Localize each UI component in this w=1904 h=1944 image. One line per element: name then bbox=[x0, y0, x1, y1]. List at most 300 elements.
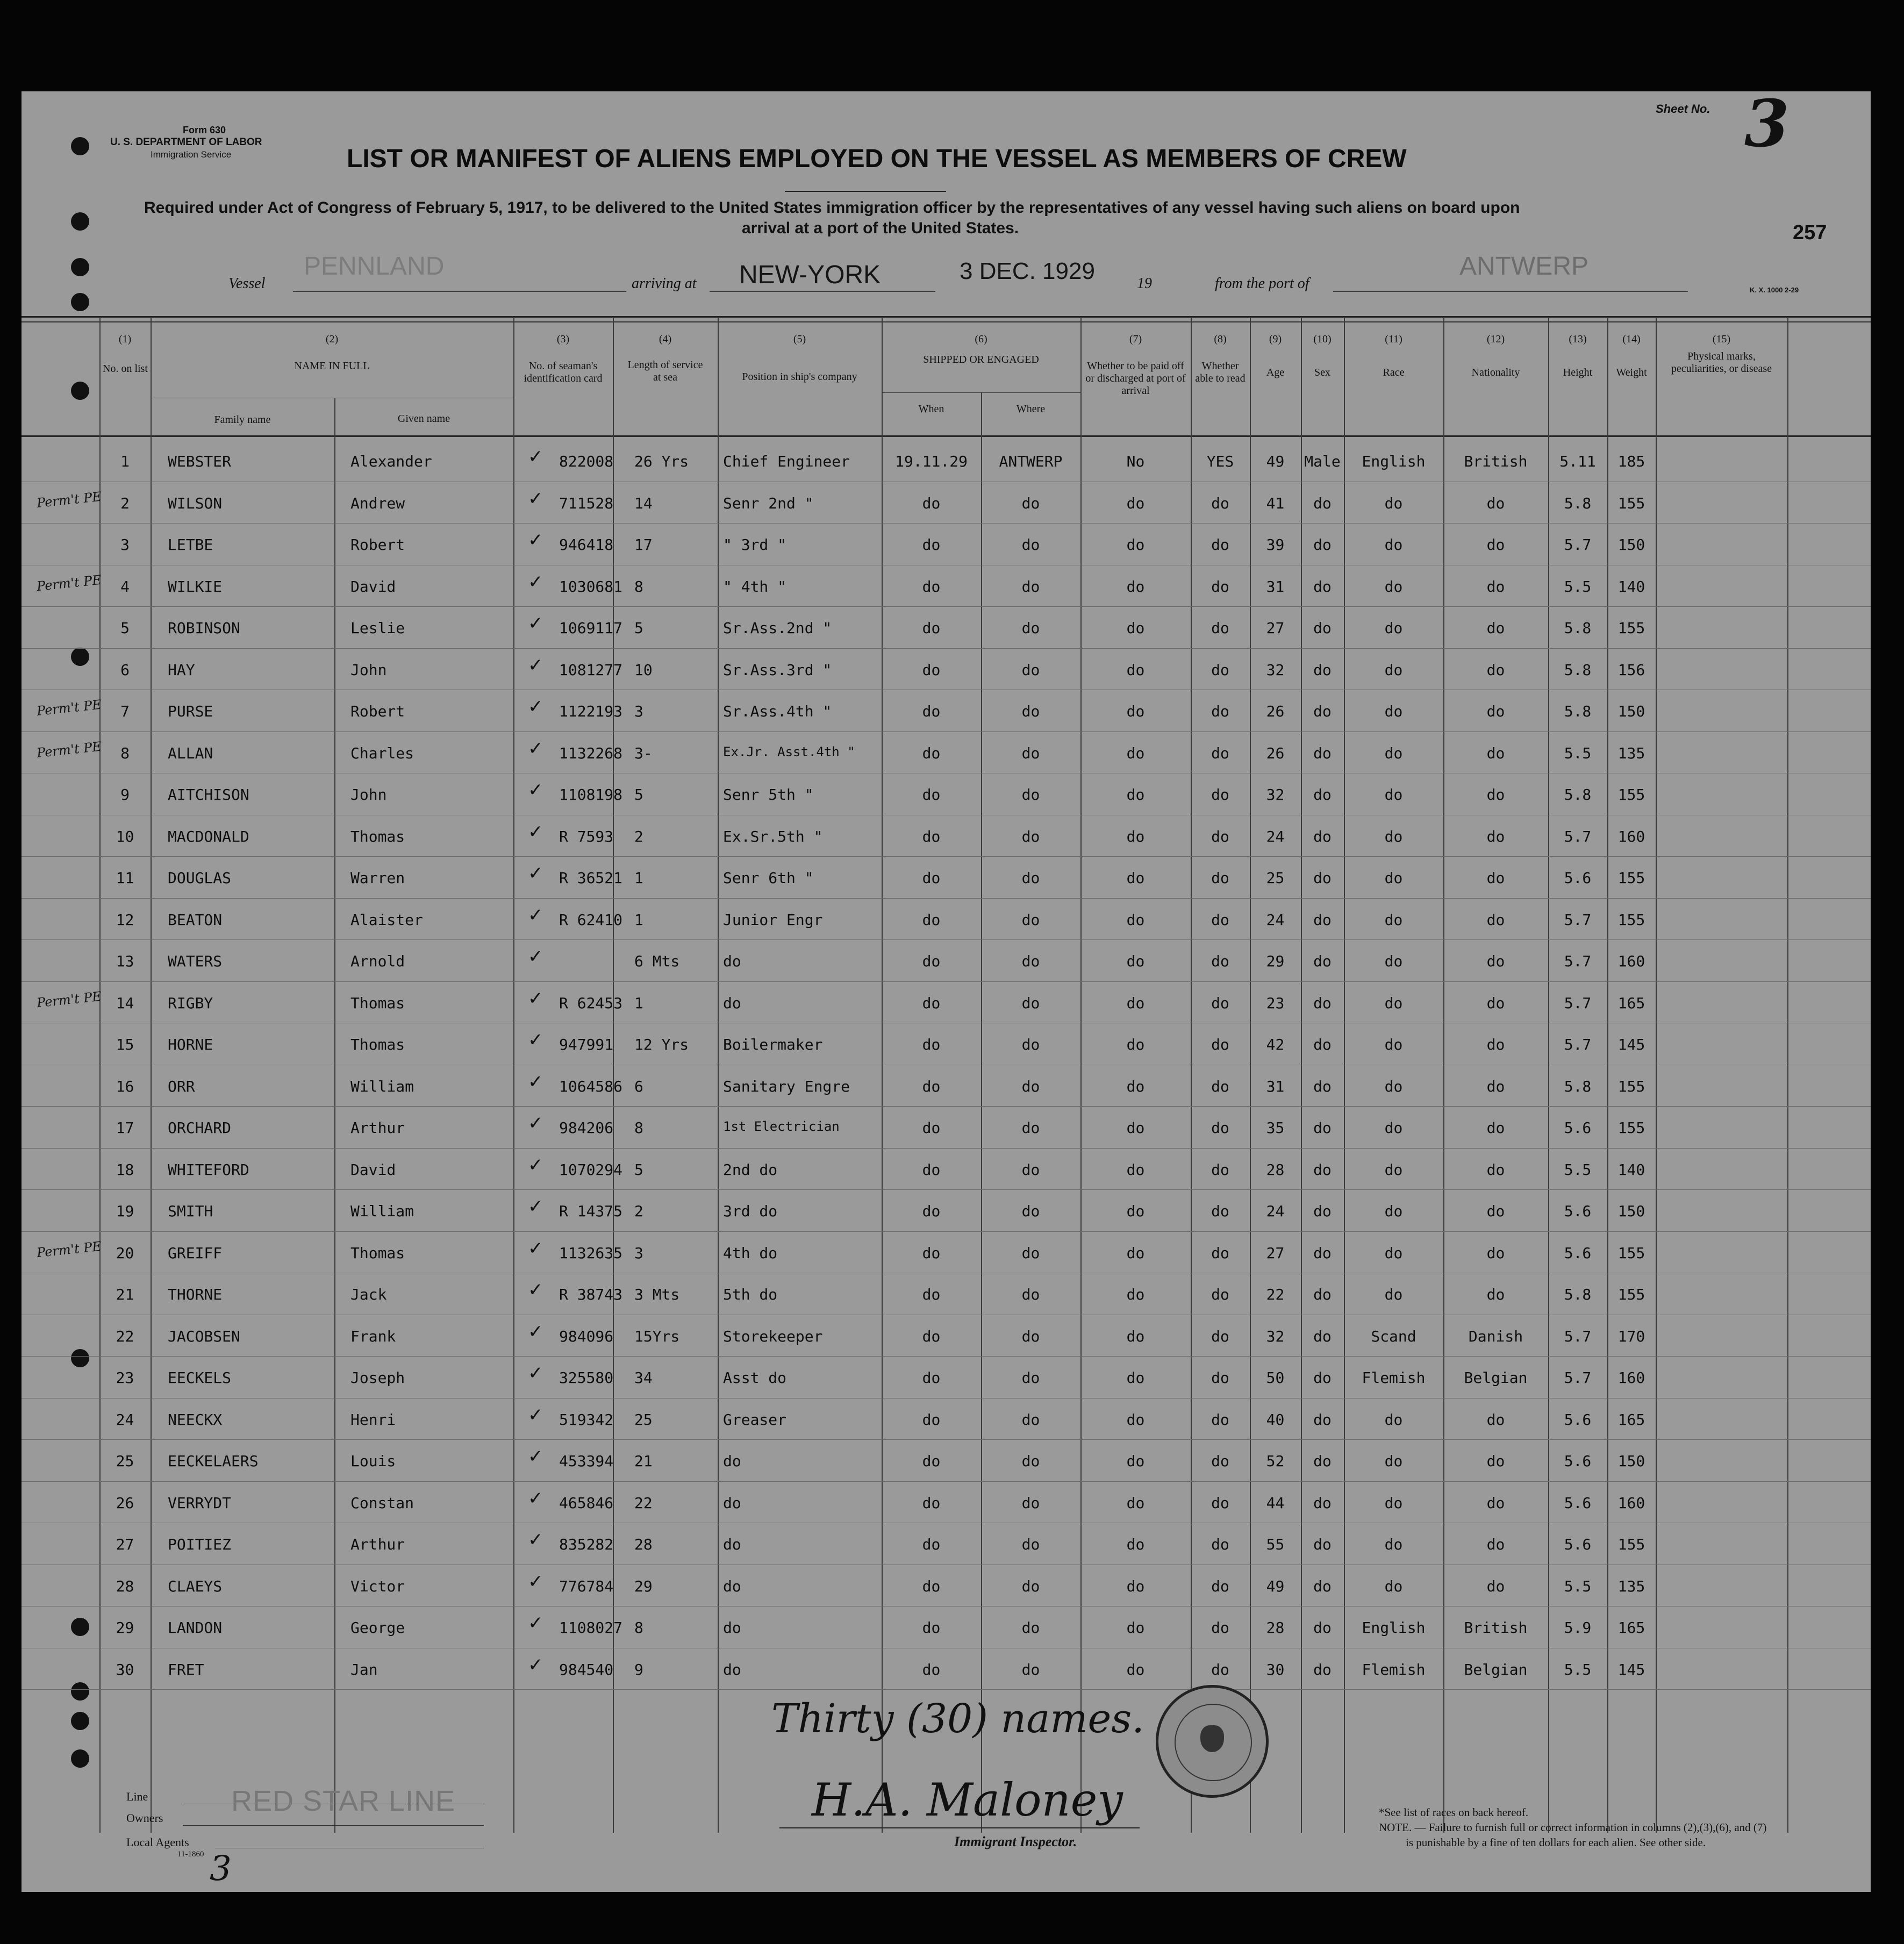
cell-nationality: do bbox=[1486, 1036, 1505, 1053]
cell-paid: do bbox=[1126, 1202, 1145, 1220]
cell-nationality: British bbox=[1464, 1619, 1528, 1637]
cell-position: 1st Electrician bbox=[723, 1119, 840, 1134]
cell-weight: 155 bbox=[1617, 1119, 1645, 1137]
cell-no: 11 bbox=[116, 869, 134, 887]
cell-service: 8 bbox=[634, 1119, 643, 1137]
cell-read: do bbox=[1211, 1494, 1229, 1512]
checkmark-icon: ✓ bbox=[528, 1321, 543, 1343]
cell-sex: do bbox=[1313, 577, 1332, 596]
cell-nationality: do bbox=[1486, 661, 1505, 679]
punch-hole bbox=[71, 258, 89, 276]
form-subtitle: Required under Act of Congress of February 5, 1917, to be delivered to the United States immigration officer by the representatives of any vessel having such aliens on board upon bbox=[144, 199, 1520, 217]
checkmark-icon: ✓ bbox=[528, 1487, 543, 1509]
cell-when: do bbox=[922, 1036, 941, 1053]
col-age-header: Age bbox=[1266, 367, 1285, 378]
cell-when: do bbox=[922, 1619, 941, 1637]
checkmark-icon: ✓ bbox=[528, 1196, 543, 1217]
cell-no: 24 bbox=[116, 1410, 134, 1429]
cell-no: 29 bbox=[116, 1619, 134, 1637]
cell-service: 3 bbox=[634, 1244, 643, 1262]
col-height-header: Height bbox=[1563, 367, 1593, 378]
cell-weight: 150 bbox=[1617, 536, 1645, 554]
departure-port: ANTWERP bbox=[1459, 252, 1588, 281]
cell-family: VERRYDT bbox=[168, 1494, 232, 1512]
cell-nationality: do bbox=[1486, 577, 1505, 596]
cell-height: 5.8 bbox=[1564, 702, 1592, 720]
row-divider bbox=[22, 898, 1871, 899]
cell-age: 28 bbox=[1266, 1619, 1285, 1637]
cell-age: 31 bbox=[1266, 577, 1285, 596]
cell-position: Ex.Jr. Asst.4th " bbox=[723, 744, 855, 759]
cell-paid: do bbox=[1126, 744, 1145, 762]
cell-family: WATERS bbox=[168, 952, 223, 970]
cell-race: Flemish bbox=[1362, 1660, 1426, 1678]
cell-service: 22 bbox=[634, 1494, 653, 1512]
cell-race: do bbox=[1384, 1286, 1403, 1303]
cell-race: do bbox=[1384, 1494, 1403, 1512]
cell-read: do bbox=[1211, 869, 1229, 887]
cell-service: 1 bbox=[634, 910, 643, 929]
cell-age: 49 bbox=[1266, 453, 1285, 470]
cell-where: do bbox=[1021, 536, 1040, 554]
cell-race: do bbox=[1384, 661, 1403, 679]
owners-label: Owners bbox=[126, 1811, 163, 1825]
cell-where: do bbox=[1021, 744, 1040, 762]
cell-race: do bbox=[1384, 1036, 1403, 1053]
cell-read: do bbox=[1211, 994, 1229, 1012]
cell-no: 20 bbox=[116, 1244, 134, 1262]
punch-hole bbox=[71, 293, 89, 311]
row-divider bbox=[22, 981, 1871, 982]
cell-sex: do bbox=[1313, 536, 1332, 554]
col-8-number: (8) bbox=[1214, 333, 1227, 345]
cell-race: do bbox=[1384, 952, 1403, 970]
cell-card: 1030681 bbox=[559, 577, 623, 596]
cell-card: R 7593 bbox=[559, 827, 614, 845]
cell-when: do bbox=[922, 744, 941, 762]
cell-where: do bbox=[1021, 1244, 1040, 1262]
col-family-name-header: Family name bbox=[214, 414, 271, 426]
cell-age: 27 bbox=[1266, 1244, 1285, 1262]
margin-note: Perm't PE bbox=[35, 489, 103, 511]
cell-when: do bbox=[922, 1369, 941, 1387]
cell-given: Arnold bbox=[350, 952, 405, 970]
punch-hole bbox=[71, 1349, 89, 1367]
cell-family: WEBSTER bbox=[168, 453, 232, 470]
punch-hole bbox=[71, 1712, 89, 1730]
col-4-number: (4) bbox=[658, 333, 672, 345]
cell-no: 14 bbox=[116, 994, 134, 1012]
col-no-on-list-header: No. on list bbox=[103, 363, 148, 375]
cell-family: LANDON bbox=[168, 1619, 223, 1637]
cell-read: do bbox=[1211, 1244, 1229, 1262]
checkmark-icon: ✓ bbox=[528, 529, 543, 551]
cell-paid: do bbox=[1126, 869, 1145, 887]
cell-race: Scand bbox=[1371, 1327, 1416, 1345]
cell-card: 947991 bbox=[559, 1036, 614, 1053]
cell-paid: do bbox=[1126, 1619, 1145, 1637]
cell-card: 1132635 bbox=[559, 1244, 623, 1262]
cell-where: do bbox=[1021, 1160, 1040, 1179]
cell-when: do bbox=[922, 1536, 941, 1553]
fine-note-1: NOTE. — Failure to furnish full or correct information in columns (2),(3),(6), and (7) bbox=[1379, 1821, 1767, 1834]
cell-paid: do bbox=[1126, 619, 1145, 637]
cell-height: 5.6 bbox=[1564, 1202, 1592, 1220]
cell-age: 32 bbox=[1266, 786, 1285, 804]
cell-given: William bbox=[350, 1202, 414, 1220]
cell-nationality: do bbox=[1486, 1160, 1505, 1179]
cell-sex: do bbox=[1313, 1369, 1332, 1387]
cell-read: do bbox=[1211, 1286, 1229, 1303]
from-port-label: from the port of bbox=[1215, 275, 1309, 292]
cell-card: 1122193 bbox=[559, 702, 623, 720]
checkmark-icon: ✓ bbox=[528, 779, 543, 801]
cell-sex: do bbox=[1313, 1536, 1332, 1553]
local-agents-label: Local Agents bbox=[126, 1835, 189, 1849]
cell-service: 25 bbox=[634, 1410, 653, 1429]
cell-nationality: do bbox=[1486, 1577, 1505, 1595]
cell-when: do bbox=[922, 869, 941, 887]
cell-when: do bbox=[922, 1494, 941, 1512]
cell-given: Constan bbox=[350, 1494, 414, 1512]
cell-read: do bbox=[1211, 786, 1229, 804]
cell-race: do bbox=[1384, 577, 1403, 596]
cell-read: do bbox=[1211, 619, 1229, 637]
arrival-port: NEW-YORK bbox=[739, 261, 881, 289]
cell-sex: do bbox=[1313, 1160, 1332, 1179]
cell-height: 5.7 bbox=[1564, 994, 1592, 1012]
col-position-header: Position in ship's company bbox=[742, 371, 857, 383]
cell-when: do bbox=[922, 577, 941, 596]
cell-weight: 155 bbox=[1617, 619, 1645, 637]
row-divider bbox=[22, 856, 1871, 857]
cell-when: do bbox=[922, 536, 941, 554]
cell-when: do bbox=[922, 1660, 941, 1678]
cell-given: Charles bbox=[350, 744, 414, 762]
checkmark-icon: ✓ bbox=[528, 1113, 543, 1134]
cell-race: do bbox=[1384, 1577, 1403, 1595]
cell-paid: do bbox=[1126, 1369, 1145, 1387]
cell-sex: do bbox=[1313, 1286, 1332, 1303]
cell-given: Warren bbox=[350, 869, 405, 887]
row-divider bbox=[22, 939, 1871, 940]
cell-height: 5.6 bbox=[1564, 1452, 1592, 1470]
cell-weight: 165 bbox=[1617, 1410, 1645, 1429]
cell-where: do bbox=[1021, 1119, 1040, 1137]
margin-note: Perm't PE bbox=[35, 738, 103, 761]
cell-position: do bbox=[723, 1494, 741, 1512]
cell-weight: 160 bbox=[1617, 1369, 1645, 1387]
cell-card: 984206 bbox=[559, 1119, 614, 1137]
cell-read: do bbox=[1211, 1119, 1229, 1137]
cell-family: ROBINSON bbox=[168, 619, 240, 637]
cell-race: do bbox=[1384, 494, 1403, 512]
checkmark-icon: ✓ bbox=[528, 1029, 543, 1051]
cell-service: 5 bbox=[634, 786, 643, 804]
cell-position: do bbox=[723, 952, 741, 970]
cell-weight: 170 bbox=[1617, 1327, 1645, 1345]
cell-card: R 62410 bbox=[559, 910, 623, 929]
cell-nationality: do bbox=[1486, 702, 1505, 720]
cell-height: 5.5 bbox=[1564, 1160, 1592, 1179]
checkmark-icon: ✓ bbox=[528, 1362, 543, 1384]
cell-where: ANTWERP bbox=[999, 453, 1063, 470]
vessel-name: PENNLAND bbox=[304, 252, 445, 281]
cell-family: NEECKX bbox=[168, 1410, 223, 1429]
cell-family: PURSE bbox=[168, 702, 213, 720]
cell-card: 1081277 bbox=[559, 661, 623, 679]
checkmark-icon: ✓ bbox=[528, 987, 543, 1009]
cell-when: 19.11.29 bbox=[895, 453, 968, 470]
row-divider bbox=[22, 606, 1871, 607]
cell-position: " 4th " bbox=[723, 577, 787, 596]
checkmark-icon: ✓ bbox=[528, 1237, 543, 1259]
cell-height: 5.6 bbox=[1564, 1244, 1592, 1262]
cell-card: 1069117 bbox=[559, 619, 623, 637]
row-divider bbox=[22, 1356, 1871, 1357]
vessel-label: Vessel bbox=[228, 275, 266, 292]
cell-given: Andrew bbox=[350, 494, 405, 512]
cell-when: do bbox=[922, 994, 941, 1012]
cell-given: George bbox=[350, 1619, 405, 1637]
cell-family: WILSON bbox=[168, 494, 223, 512]
cell-family: ORCHARD bbox=[168, 1119, 232, 1137]
cell-position: do bbox=[723, 1577, 741, 1595]
cell-nationality: Belgian bbox=[1464, 1369, 1528, 1387]
cell-age: 28 bbox=[1266, 1160, 1285, 1179]
row-divider bbox=[22, 1189, 1871, 1190]
cell-when: do bbox=[922, 1286, 941, 1303]
cell-paid: do bbox=[1126, 1327, 1145, 1345]
cell-nationality: do bbox=[1486, 1077, 1505, 1095]
cell-race: do bbox=[1384, 1452, 1403, 1470]
cell-height: 5.7 bbox=[1564, 827, 1592, 845]
line-label: Line bbox=[126, 1790, 148, 1803]
cell-race: do bbox=[1384, 536, 1403, 554]
cell-race: English bbox=[1362, 1619, 1426, 1637]
cell-height: 5.6 bbox=[1564, 1494, 1592, 1512]
cell-position: do bbox=[723, 1536, 741, 1553]
cell-card: R 14375 bbox=[559, 1202, 623, 1220]
col-1-number: (1) bbox=[118, 333, 132, 345]
checkmark-icon: ✓ bbox=[528, 1654, 543, 1676]
cell-height: 5.6 bbox=[1564, 1119, 1592, 1137]
cell-service: 10 bbox=[634, 661, 653, 679]
cell-sex: do bbox=[1313, 1077, 1332, 1095]
cell-sex: do bbox=[1313, 1410, 1332, 1429]
cell-family: POITIEZ bbox=[168, 1536, 232, 1553]
cell-card: 325580 bbox=[559, 1369, 614, 1387]
margin-note: Perm't PE bbox=[35, 988, 103, 1010]
cell-nationality: Danish bbox=[1468, 1327, 1523, 1345]
cell-read: do bbox=[1211, 661, 1229, 679]
cell-given: Alaister bbox=[350, 910, 423, 929]
cell-height: 5.11 bbox=[1559, 453, 1596, 470]
cell-when: do bbox=[922, 952, 941, 970]
cell-weight: 135 bbox=[1617, 1577, 1645, 1595]
cell-sex: do bbox=[1313, 1494, 1332, 1512]
cell-where: do bbox=[1021, 1619, 1040, 1637]
cell-read: do bbox=[1211, 1577, 1229, 1595]
cell-age: 24 bbox=[1266, 827, 1285, 845]
cell-race: do bbox=[1384, 1077, 1403, 1095]
cell-paid: do bbox=[1126, 1410, 1145, 1429]
cell-given: Robert bbox=[350, 536, 405, 554]
cell-sex: do bbox=[1313, 702, 1332, 720]
cell-sex: do bbox=[1313, 661, 1332, 679]
cell-where: do bbox=[1021, 869, 1040, 887]
cell-position: 4th do bbox=[723, 1244, 778, 1262]
cell-height: 5.7 bbox=[1564, 1327, 1592, 1345]
cell-family: CLAEYS bbox=[168, 1577, 223, 1595]
cell-card: 946418 bbox=[559, 536, 614, 554]
cell-height: 5.6 bbox=[1564, 869, 1592, 887]
cell-race: do bbox=[1384, 1160, 1403, 1179]
cell-where: do bbox=[1021, 1036, 1040, 1053]
col-nationality-header: Nationality bbox=[1471, 367, 1520, 378]
col-race-header: Race bbox=[1383, 367, 1405, 378]
cell-given: Louis bbox=[350, 1452, 396, 1470]
col-9-number: (9) bbox=[1269, 333, 1282, 345]
cell-height: 5.6 bbox=[1564, 1536, 1592, 1553]
cell-when: do bbox=[922, 1202, 941, 1220]
cell-height: 5.6 bbox=[1564, 1410, 1592, 1429]
arrival-date-stamp: 3 DEC. 1929 bbox=[960, 258, 1095, 284]
cell-no: 21 bbox=[116, 1286, 134, 1303]
cell-height: 5.7 bbox=[1564, 536, 1592, 554]
checkmark-icon: ✓ bbox=[528, 904, 543, 926]
cell-age: 29 bbox=[1266, 952, 1285, 970]
inspector-signature: H.A. Maloney bbox=[812, 1774, 1123, 1826]
cell-when: do bbox=[922, 619, 941, 637]
cell-read: do bbox=[1211, 1369, 1229, 1387]
cell-family: EECKELS bbox=[168, 1369, 232, 1387]
cell-card: R 38743 bbox=[559, 1286, 623, 1303]
cell-sex: do bbox=[1313, 1660, 1332, 1678]
checkmark-icon: ✓ bbox=[528, 1612, 543, 1634]
cell-nationality: do bbox=[1486, 869, 1505, 887]
total-names-note: Thirty (30) names. bbox=[771, 1696, 1144, 1742]
cell-sex: do bbox=[1313, 786, 1332, 804]
cell-height: 5.8 bbox=[1564, 494, 1592, 512]
cell-no: 1 bbox=[120, 453, 130, 470]
cell-race: do bbox=[1384, 619, 1403, 637]
cell-paid: do bbox=[1126, 910, 1145, 929]
cell-when: do bbox=[922, 1244, 941, 1262]
cell-position: Sr.Ass.3rd " bbox=[723, 661, 832, 679]
checkmark-icon: ✓ bbox=[528, 446, 543, 468]
checkmark-icon: ✓ bbox=[528, 1446, 543, 1467]
cell-nationality: do bbox=[1486, 744, 1505, 762]
cell-age: 24 bbox=[1266, 1202, 1285, 1220]
cell-age: 30 bbox=[1266, 1660, 1285, 1678]
col-sex-header: Sex bbox=[1314, 367, 1330, 378]
cell-given: Joseph bbox=[350, 1369, 405, 1387]
cell-height: 5.7 bbox=[1564, 1036, 1592, 1053]
cell-service: 12 Yrs bbox=[634, 1036, 689, 1053]
checkmark-icon: ✓ bbox=[528, 696, 543, 718]
cell-where: do bbox=[1021, 1494, 1040, 1512]
cell-height: 5.8 bbox=[1564, 1077, 1592, 1095]
cell-weight: 145 bbox=[1617, 1660, 1645, 1678]
cell-weight: 140 bbox=[1617, 1160, 1645, 1179]
races-footnote: *See list of races on back hereof. bbox=[1379, 1806, 1529, 1819]
cell-family: HORNE bbox=[168, 1036, 213, 1053]
col-id-card-header: No. of seaman's identification card bbox=[524, 360, 603, 384]
cell-sex: do bbox=[1313, 827, 1332, 845]
cell-family: RIGBY bbox=[168, 994, 213, 1012]
cell-no: 15 bbox=[116, 1036, 134, 1053]
cell-service: 8 bbox=[634, 1619, 643, 1637]
cell-sex: do bbox=[1313, 744, 1332, 762]
cell-race: do bbox=[1384, 1119, 1403, 1137]
cell-read: do bbox=[1211, 1202, 1229, 1220]
col-service-length-header: Length of service at sea bbox=[627, 359, 703, 383]
cell-age: 35 bbox=[1266, 1119, 1285, 1137]
cell-where: do bbox=[1021, 1077, 1040, 1095]
cell-service: 1 bbox=[634, 994, 643, 1012]
cell-sex: do bbox=[1313, 910, 1332, 929]
checkmark-icon: ✓ bbox=[528, 487, 543, 510]
checkmark-icon: ✓ bbox=[528, 863, 543, 884]
cell-given: Arthur bbox=[350, 1119, 405, 1137]
cell-read: do bbox=[1211, 910, 1229, 929]
cell-race: do bbox=[1384, 1202, 1403, 1220]
cell-where: do bbox=[1021, 702, 1040, 720]
cell-given: Alexander bbox=[350, 453, 432, 470]
cell-given: William bbox=[350, 1077, 414, 1095]
punch-hole bbox=[71, 1749, 89, 1768]
cell-family: SMITH bbox=[168, 1202, 213, 1220]
cell-paid: do bbox=[1126, 1577, 1145, 1595]
cell-age: 41 bbox=[1266, 494, 1285, 512]
cell-read: do bbox=[1211, 577, 1229, 596]
cell-paid: do bbox=[1126, 827, 1145, 845]
cell-service: 9 bbox=[634, 1660, 643, 1678]
cell-read: do bbox=[1211, 1077, 1229, 1095]
col-3-number: (3) bbox=[556, 333, 570, 345]
col-name-header: NAME IN FULL bbox=[294, 360, 370, 372]
cell-weight: 165 bbox=[1617, 1619, 1645, 1637]
cell-position: Senr 5th " bbox=[723, 786, 814, 804]
cell-age: 25 bbox=[1266, 869, 1285, 887]
col-10-number: (10) bbox=[1313, 333, 1332, 345]
cell-race: do bbox=[1384, 994, 1403, 1012]
cell-family: HAY bbox=[168, 661, 195, 679]
cell-service: 34 bbox=[634, 1369, 653, 1387]
cell-card: 776784 bbox=[559, 1577, 614, 1595]
cell-given: David bbox=[350, 577, 396, 596]
cell-sex: do bbox=[1313, 1202, 1332, 1220]
cell-age: 24 bbox=[1266, 910, 1285, 929]
cell-family: THORNE bbox=[168, 1286, 223, 1303]
cell-age: 32 bbox=[1266, 1327, 1285, 1345]
checkmark-icon: ✓ bbox=[528, 571, 543, 593]
service-name: Immigration Service bbox=[151, 149, 232, 160]
cell-read: do bbox=[1211, 494, 1229, 512]
cell-family: WILKIE bbox=[168, 577, 223, 596]
cell-family: ALLAN bbox=[168, 744, 213, 762]
cell-paid: do bbox=[1126, 1244, 1145, 1262]
cell-no: 25 bbox=[116, 1452, 134, 1470]
cell-race: do bbox=[1384, 1536, 1403, 1553]
cell-position: " 3rd " bbox=[723, 536, 787, 554]
cell-paid: do bbox=[1126, 494, 1145, 512]
cell-weight: 155 bbox=[1617, 869, 1645, 887]
cell-no: 6 bbox=[120, 661, 130, 679]
cell-paid: do bbox=[1126, 786, 1145, 804]
cell-no: 27 bbox=[116, 1536, 134, 1553]
